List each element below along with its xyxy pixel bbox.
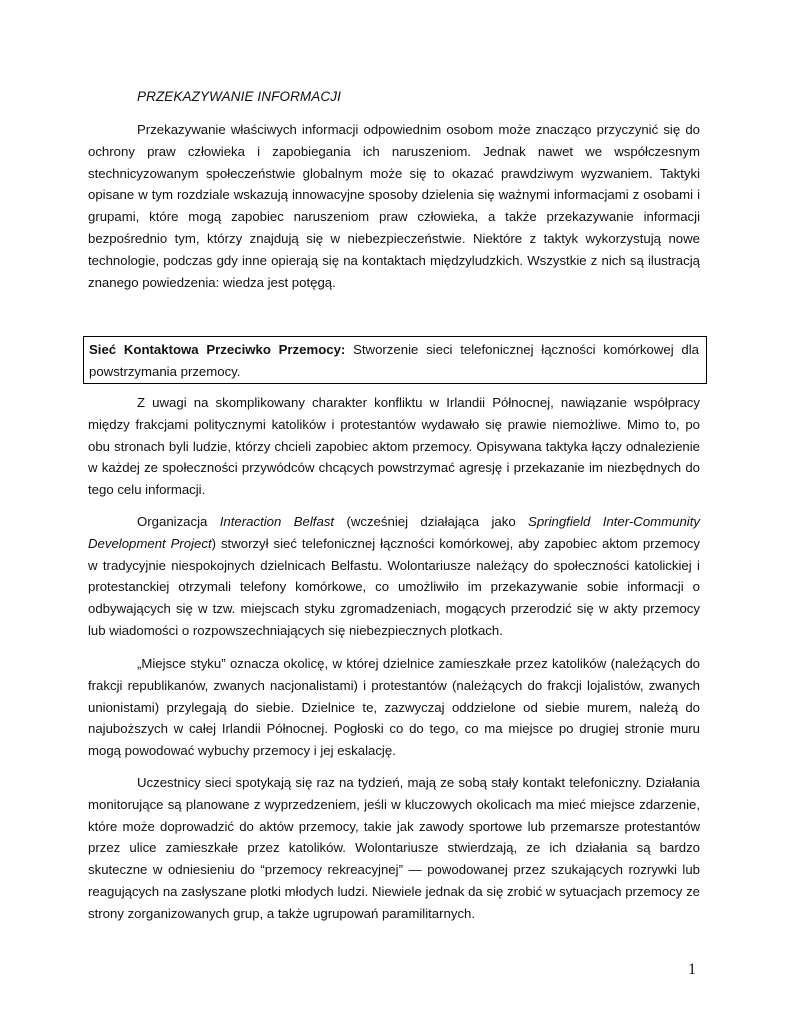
organization-text-a: Organizacja [137, 514, 220, 529]
tactic-summary: Stworzenie sieci telefonicznej łączności komórkowej dla powstrzymania przemocy. [89, 342, 699, 379]
organization-name-former: Springfield Inter-Community Development Project [88, 514, 700, 551]
intro-paragraph: Przekazywanie właściwych informacji odpowiednim osobom może znacząco przyczynić się do ochrony praw człowieka i zapobiegania ich naruszeniom. Jednak nawet we współczesnym stechnicyzowanym społeczeństwie globalnym może się to okazać prawdziwym wyzwaniem. Taktyki opisane w tym rozdziale wskazują innowacyjne sposoby dzielenia się ważnymi informacjami z osobami i grupami, które mogą zapobiec naruszeniom praw człowieka, a także przekazywanie informacji bezpośrednio tym, którzy znajdują się w niebezpieczeństwie. Niektóre z taktyk wykorzystują nowe technologie, podczas gdy inne opierają się na kontaktach międzyludzkich. Wszystkie z nich są ilustracją znanego powiedzenia: wiedza jest potęgą. [88, 122, 700, 290]
conflict-paragraph: Z uwagi na skomplikowany charakter konfliktu w Irlandii Północnej, nawiązanie współpracy między frakcjami politycznymi katolików i protestantów wydawało się prawie niemożliwe. Mimo to, po obu stronach byli ludzie, którzy chcieli zapobiec aktom przemocy. Opisywana taktyka łączy odnalezienie w każdej ze społeczności przywódców chcących powstrzymać agresję i przekazanie im niezbędnych do tego celu informacji. [88, 395, 700, 498]
tactic-title: Sieć Kontaktowa Przeciwko Przemocy: [89, 342, 346, 357]
page-number: 1 [688, 961, 696, 978]
organization-paragraph [88, 511, 700, 642]
tactic-box-text [89, 339, 699, 383]
organization-name-current: Interaction Belfast [219, 514, 335, 529]
organization-text-c: ) stworzył sieć telefonicznej łączności komórkowej, aby zapobiec aktom przemocy w tradycyjnie niespokojnych dzielnicach Belfastu. Wolontariusze należący do społeczności katolickiej i protestanckiej otrzymali telefony komórkowe, co umożliwiło im przekazywanie sobie informacji o odbywających się w tzw. miejscach styku zgromadzeniach, mogących przerodzić się w akty przemocy lub wiadomości o rozpowszechniających się niebezpiecznych plotkach. [88, 535, 700, 638]
interface-paragraph: „Miejsce styku” oznacza okolicę, w której dzielnice zamieszkałe przez katolików (należących do frakcji republikanów, zwanych nacjonalistami) i protestantów (należących do frakcji lojalistów, zwanych unionistami) przylegają do siebie. Dzielnice te, zazwyczaj oddzielone od siebie murem, należą do najuboższych w całej Irlandii Północnej. Pogłoski co do tego, co ma miejsce po drugiej stronie muru mogą powodować wybuchy przemocy i jej eskalację. [88, 656, 700, 759]
organization-text-b: (wcześniej działająca jako [334, 514, 529, 529]
section-heading: PRZEKAZYWANIE INFORMACJI [137, 89, 341, 104]
tactic-box [83, 336, 707, 384]
participants-paragraph: Uczestnicy sieci spotykają się raz na tydzień, mają ze sobą stały kontakt telefoniczny. Działania monitorujące są planowane z wyprzedzeniem, jeśli w kluczowych okolicach ma mieć miejsce zdarzenie, które może doprowadzić do aktów przemocy, takie jak zawody sportowe lub przemarsze protestantów przez ulice zamieszkałe przez katolików. Wolontariusze stwierdzają, ze ich działania są bardzo skuteczne w odniesieniu do “przemocy rekreacyjnej” — powodowanej przez szukających rozrywki lub reagujących na zasłyszane plotki młodych ludzi. Niewiele jednak da się zrobić w sytuacjach przemocy ze strony zorganizowanych grup, a także ugrupowań paramilitarnych. [88, 775, 700, 921]
